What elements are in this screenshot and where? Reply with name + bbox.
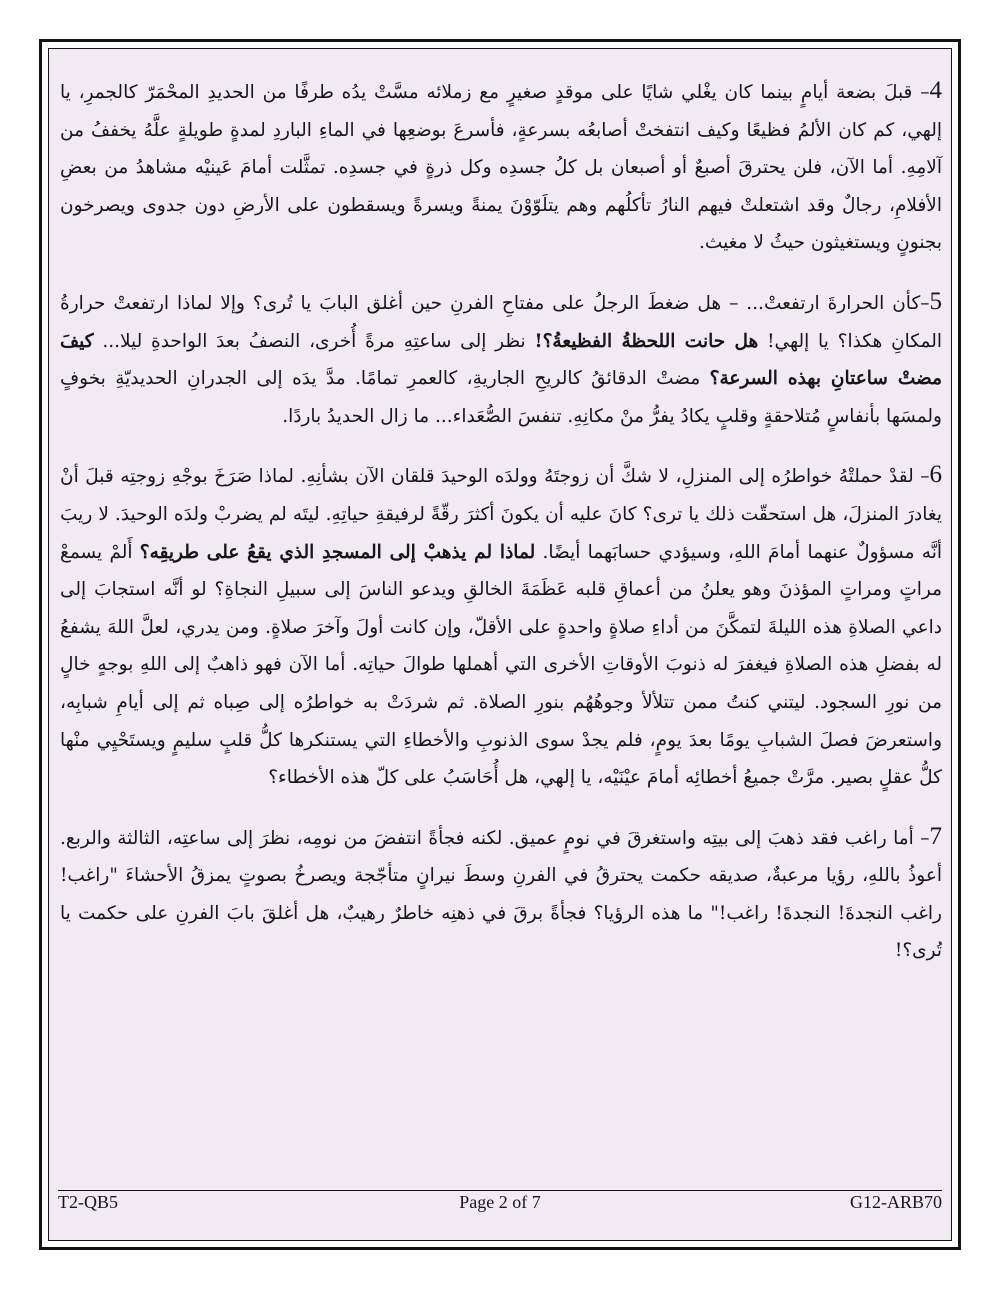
paragraph-text: – قبلَ بضعة أيامٍ بينما كان يغْلي شايًا على موقدٍ صغيرٍ مع زملائه مسَّتْ يدُه طرفًا من الحديدِ المحْمَرّ كالجمرِ، يا إلهي، كم كان الألمُ فظيعًا وكيف انتفختْ أصابعُه بسرعةٍ، فأسرعَ بوضعِها في الماءِ الباردِ لمدةٍ طويلةٍ علَّهُ يخففُ من آلامِهِ. أما الآن، فلن يحترقَ أصبعٌ أو أصبعان بل كلُ جسدِه وكل ذرةٍ في جسدِه. تمثَّلت أمامَ عَينيْه مشاهدُ من بعضِ الأفلامِ، رجالٌ وقد اشتعلتْ فيهم النارُ تأكلُهم وهم يتلَوّوْنَ يمنةً ويسرةً ويسقطون على الأرضِ دون جدوى ويصرخون بجنونٍ ويستغيثون حيثُ لا مغيث. (60, 82, 942, 254)
paragraph-text: مضتْ الدقائقُ كالريحِ الجاريةِ، كالعمرِ تمامًا. مدَّ يدَه إلى الجدرانِ الحديديّةِ بخوفٍ ولمسَها بأنفاسٍ مُتلاحقةٍ وقلبٍ يكادُ يفرُّ منْ مكانِهِ. تنفسَ الصُّعَداء... ما زال الحديدُ باردًا. (60, 368, 942, 427)
paragraph-6 (60, 456, 942, 796)
bold-phrase: لماذا لم يذهبْ إلى المسجدِ الذي يقعُ على طريقِه؟ (139, 541, 536, 563)
paragraph-number: 5 (929, 287, 942, 315)
paragraph-text: –كأن الحرارةَ ارتفعتْ... – هل ضغطَ الرجلُ على مفتاحِ الفرنِ حين أغلق البابَ يا تُرى؟ وإلا لماذا ارتفعتْ حرارةُ المكانِ هكذا؟ يا إلهي! (60, 292, 942, 352)
paragraph-4 (60, 72, 942, 262)
page-number: Page 2 of 7 (459, 1192, 541, 1212)
page-footer (58, 1190, 942, 1215)
paragraph-text: – أما راغب فقد ذهبَ إلى بيتِه واستغرقَ في نومٍ عميق. لكنه فجأةً انتفضَ من نومِه، نظرَ إلى ساعتِه، الثالثة والربع. أعوذُ باللهِ، رؤيا مرعبةٌ، صديقه حكمت يحترقُ في الفرنِ وسطَ نيرانٍ متأجّجة ويصرخُ بصوتٍ يمزقُ الأحشاءَ "راغب! راغب النجدةَ! النجدةَ! راغب!" ما هذه الرؤيا؟ فجأةً برقَ في ذهنِه خاطرٌ رهيبٌ، هل أغلقَ بابَ الفرنِ على حكمت يا تُرى؟! (60, 827, 942, 962)
document-body (60, 72, 942, 970)
paragraph-number: 7 (929, 822, 942, 850)
footer-code-left: T2-QB5 (58, 1192, 118, 1212)
footer-code-right: G12-ARB70 (849, 1192, 942, 1212)
bold-phrase: هل حانت اللحظةُ الفظيعةُ؟! (534, 330, 759, 352)
paragraph-number: 4 (929, 77, 942, 104)
bold-phrase: كيفَ مضتْ ساعتانِ بهذه السرعة؟ (60, 330, 942, 390)
paragraph-number: 6 (929, 461, 942, 489)
paragraph-7 (60, 818, 942, 970)
paragraph-5 (60, 283, 942, 435)
paragraph-text: – لقدْ حملتْهُ خواطرُه إلى المنزلِ، لا شكَّ أن زوجتَهُ وولدَه الوحيدَ قلقان الآن بشأنِهِ. لماذا صَرَخَ بوجْهِ زوجتِه قبلَ أنْ يغادرَ المنزلَ، هل استحقّت ذلك يا ترى؟ كانَ عليه أن يكونَ أكثرَ رقّةً لرفيقةِ حياتِهِ. ليتَه لم يضربْ ولدَه الوحيدَ. لا ريبَ أنَّه مسؤولٌ عنهما أمامَ اللهِ، وسيؤدي حسابَهما أيضًا. (60, 466, 942, 563)
paragraph-text: نظر إلى ساعتِهِ مرةً أُخرى، النصفُ بعدَ الواحدةِ ليلا... (93, 330, 535, 352)
paragraph-text: أَلمْ يسمعْ مراتٍ ومراتٍ المؤذنَ وهو يعلنُ من أعماقِ قلبه عَظَمَةَ الخالقِ ويدعو الناسَ إلى سبيلِ النجاةِ؟ لو أنَّه استجابَ إلى داعي الصلاةِ هذه الليلةَ لتمكَّنَ من أداءِ صلاةٍ واحدةٍ على الأقلّ، وإن كانت أولَ وآخرَ صلاةٍ. ومن يدري، لعلَّ اللهَ يشفعُ له بفضلِ هذه الصلاةِ فيغفرَ له ذنوبَ الأوقاتِ الأخرى التي أهملها طوالَ حياتِه. أما الآن فهو ذاهبٌ إلى اللهِ بوجهٍ خالٍ من نورِ السجود. ليتني كنتُ ممن تتلألأ وجوهُهُم بنورِ الصلاة. ثم شردَتْ به خواطرُه إلى صِباه ثم إلى أيامِ شبابِه، واستعرضَ فصلَ الشبابِ يومًا بعدَ يومٍ، فلم يجدْ سوى الذنوبِ والأخطاءِ التي يستنكرها كلُّ قلبٍ سليمٍ ويستَحْيِي منْها كلُّ عقلٍ بصير. مرَّتْ جميعُ أخطائِه أمامَ عيْنَيْه، يا إلهي، هل أُحَاسَبُ على كلّ هذه الأخطاء؟ (60, 541, 942, 789)
